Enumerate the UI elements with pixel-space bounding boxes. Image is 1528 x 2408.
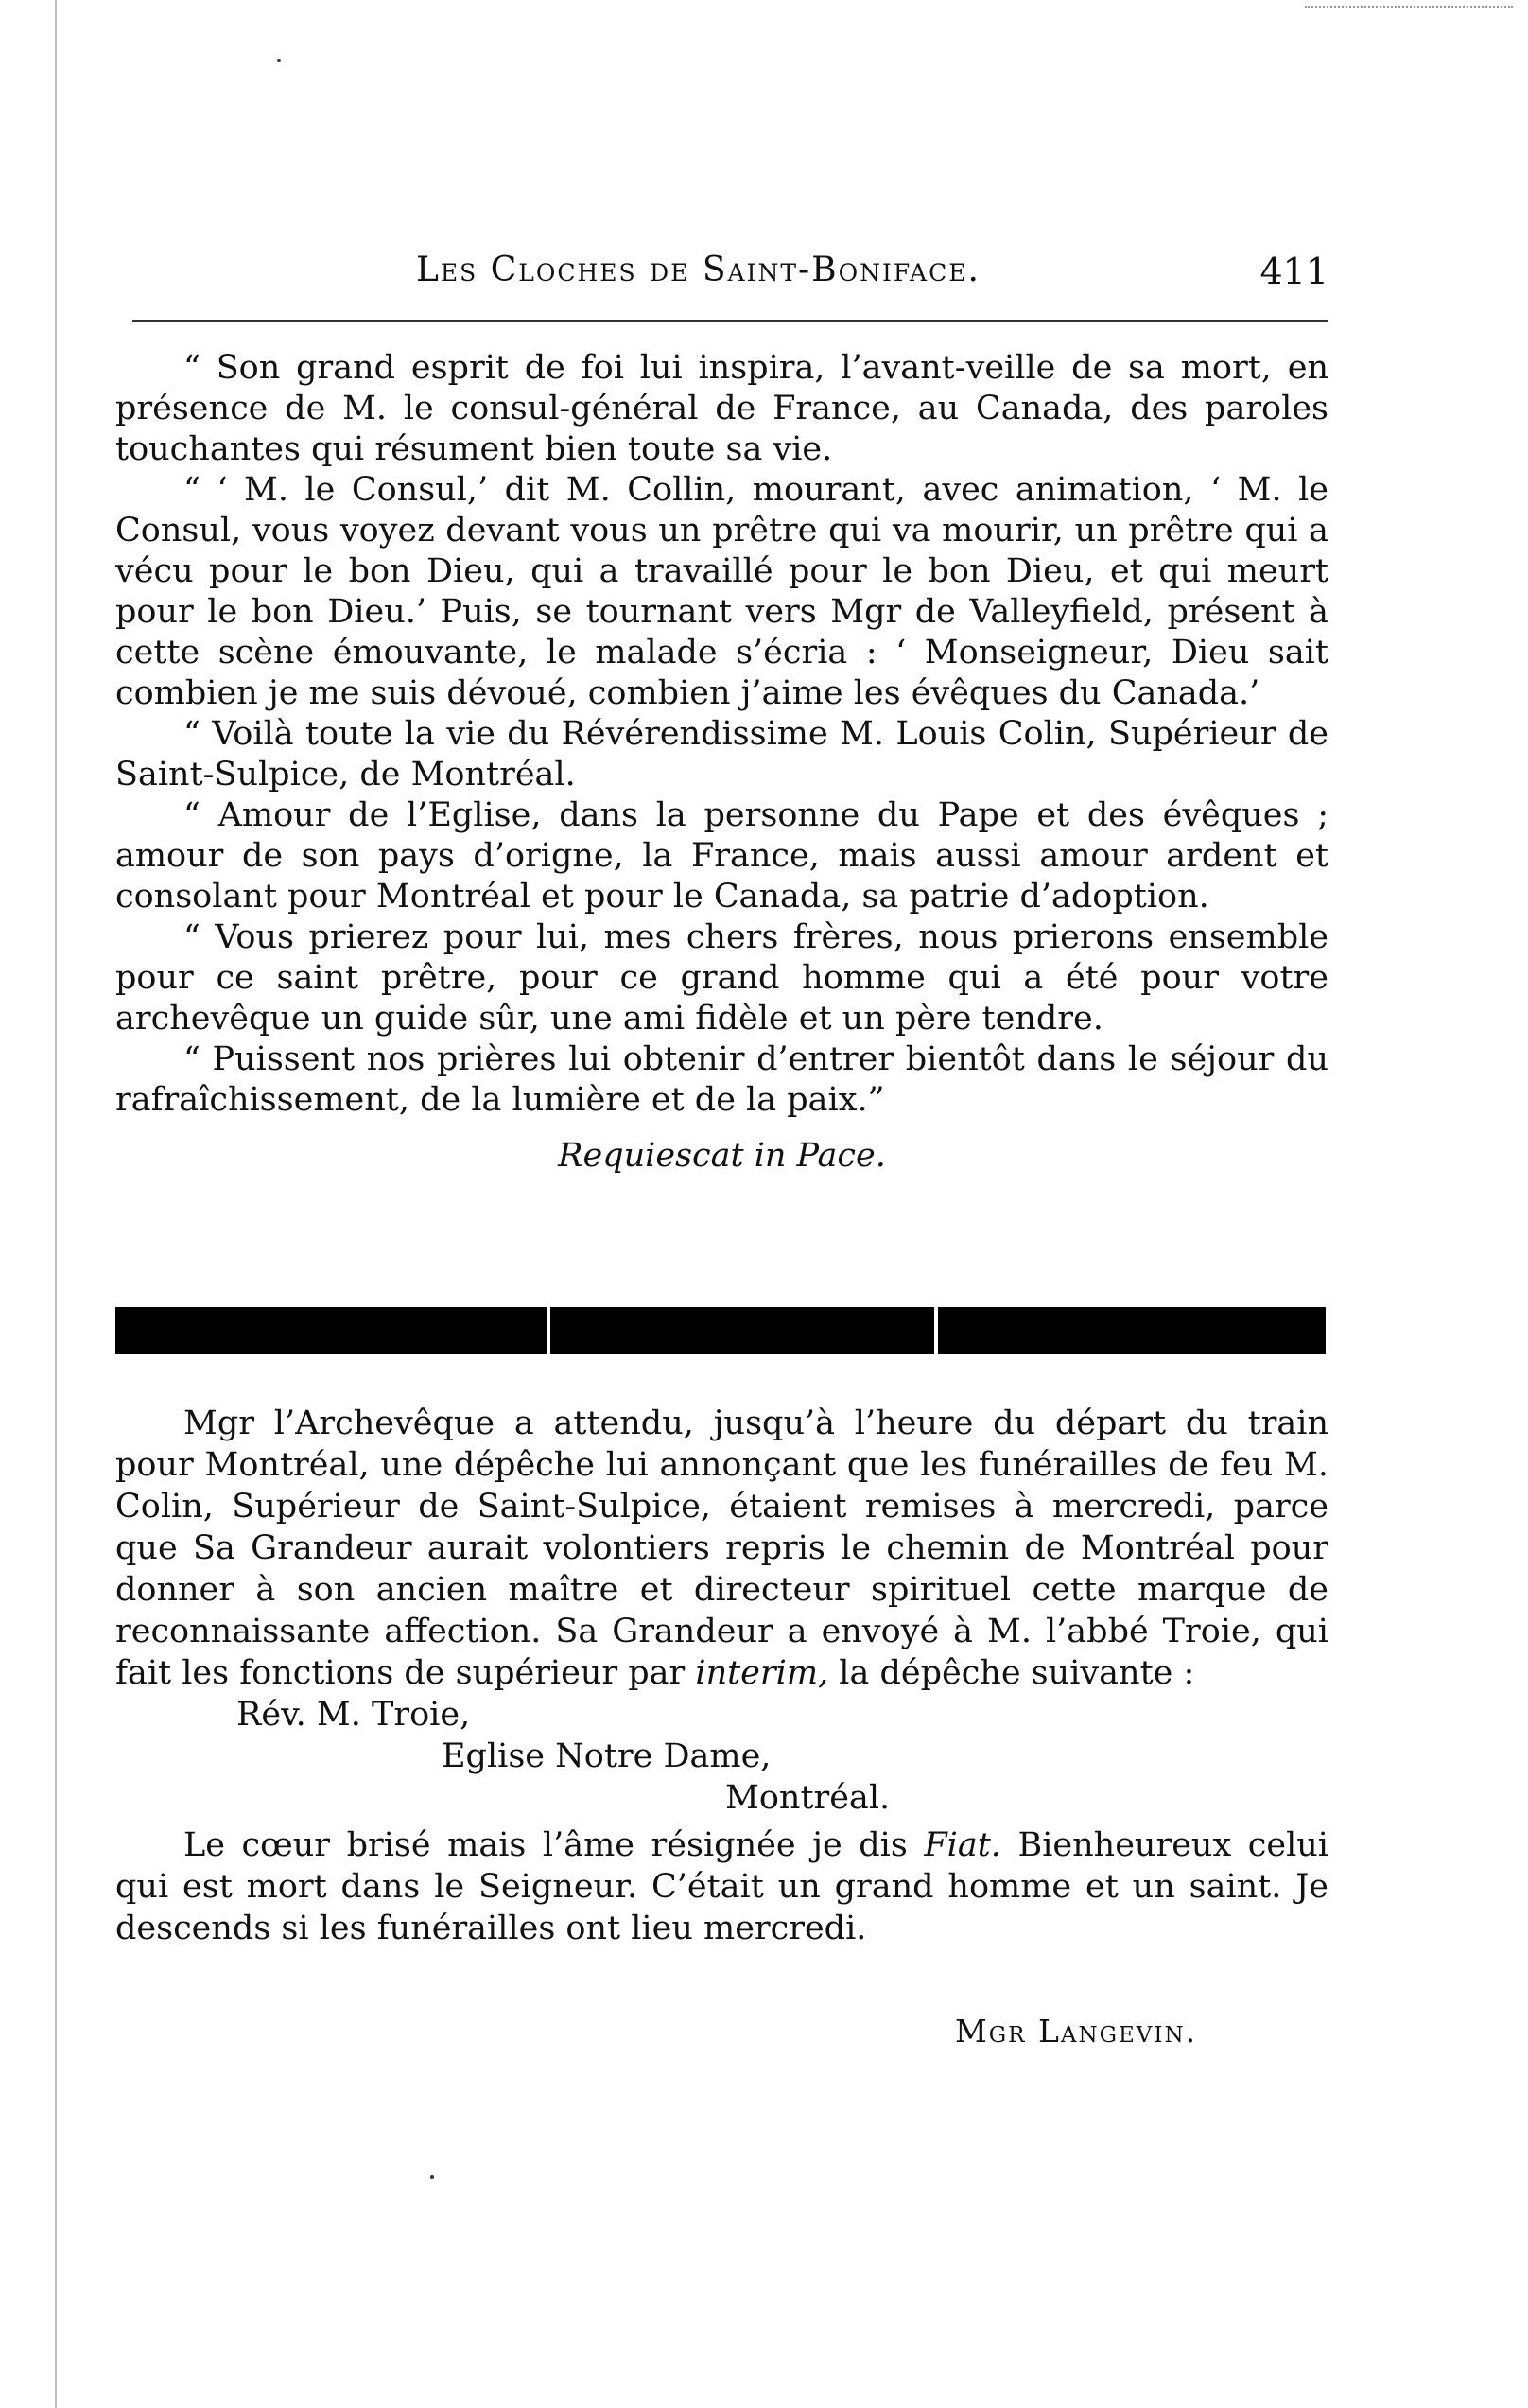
paragraph: “ Voilà toute la vie du Révérendissime M. Louis Colin, Supérieur de Saint-Sulpice, de Montréal.	[115, 715, 1328, 794]
paragraph: “ Son grand esprit de foi lui inspira, l’avant-veille de sa mort, en présence de M. le consul-général de France, au Canada, des paroles touchantes qui résument bien toute sa vie.	[115, 349, 1328, 468]
telegram-italic: Fiat.	[924, 1826, 1001, 1864]
notice-italic: interim,	[695, 1654, 829, 1692]
paragraph: “ Puissent nos prières lui obtenir d’entrer bientôt dans le séjour du rafraîchissement, de la lumière et de la paix.”	[115, 1040, 1328, 1119]
address-line: Eglise Notre Dame,	[442, 1737, 772, 1775]
notice-body-end: la dépêche suivante :	[839, 1654, 1195, 1692]
paragraph: “ Amour de l’Eglise, dans la personne du Pape et des évêques ; amour de son pays d’origne, la France, mais aussi amour ardent et consolant pour Montréal et pour le Canada, sa patrie d’adoption.	[115, 796, 1328, 916]
top-edge-mark	[1305, 6, 1513, 9]
telegram-start: Le cœur brisé mais l’âme résignée je dis	[183, 1826, 908, 1864]
notice-paragraph	[115, 1403, 1328, 1694]
header-rule	[132, 320, 1328, 322]
telegram-end: Bienheureux celui qui est mort dans le Seigneur. C’était un grand homme et un saint. Je descends si les funérailles ont lieu mercredi.	[115, 1826, 1328, 1947]
notice-text	[115, 1403, 1328, 1949]
speck	[430, 2175, 434, 2179]
eulogy-text	[115, 348, 1328, 1177]
paragraph: “ Vous prierez pour lui, mes chers frères, nous prierons ensemble pour ce saint prêtre, pour ce grand homme qui a été pour votre archevêque un guide sûr, une ami fidèle et un père tendre.	[115, 918, 1328, 1038]
page-number: 411	[1259, 251, 1328, 292]
closing-line: Requiescat in Pace.	[558, 1137, 886, 1175]
divider-segment	[938, 1307, 1326, 1354]
divider-segment	[115, 1307, 547, 1354]
address-line: Rév. M. Troie,	[236, 1696, 471, 1734]
page-binding-edge	[55, 0, 57, 2408]
speck	[277, 59, 281, 62]
divider-segment	[550, 1307, 934, 1354]
running-head: Les Cloches de Saint-Boniface.	[416, 251, 981, 289]
signature: Mgr Langevin.	[955, 2013, 1198, 2050]
telegram-text	[115, 1824, 1328, 1949]
address-line: Montréal.	[725, 1779, 891, 1817]
page-header	[118, 251, 1328, 307]
notice-body: Mgr l’Archevêque a attendu, jusqu’à l’heure du départ du train pour Montréal, une dépêche lui annonçant que les funérailles de feu M. Colin, Supérieur de Saint-Sulpice, étaient remises à mercredi, parce que Sa Grandeur aurait volontiers repris le chemin de Montréal pour donner à son ancien maître et directeur spirituel cette marque de reconnaissante affection. Sa Grandeur a envoyé à M. l’abbé Troie, qui fait les fonctions de supérieur par	[115, 1405, 1328, 1692]
paragraph: “ ‘ M. le Consul,’ dit M. Collin, mourant, avec animation, ‘ M. le Consul, vous voyez devant vous un prêtre qui va mourir, un prêtre qui a vécu pour le bon Dieu, qui a travaillé pour le bon Dieu, et qui meurt pour le bon Dieu.’ Puis, se tournant vers Mgr de Valleyfield, présent à cette scène émouvante, le malade s’écria : ‘ Monseigneur, Dieu sait combien je me suis dévoué, combien j’aime les évêques du Canada.’	[115, 471, 1328, 712]
section-divider	[115, 1307, 1326, 1354]
